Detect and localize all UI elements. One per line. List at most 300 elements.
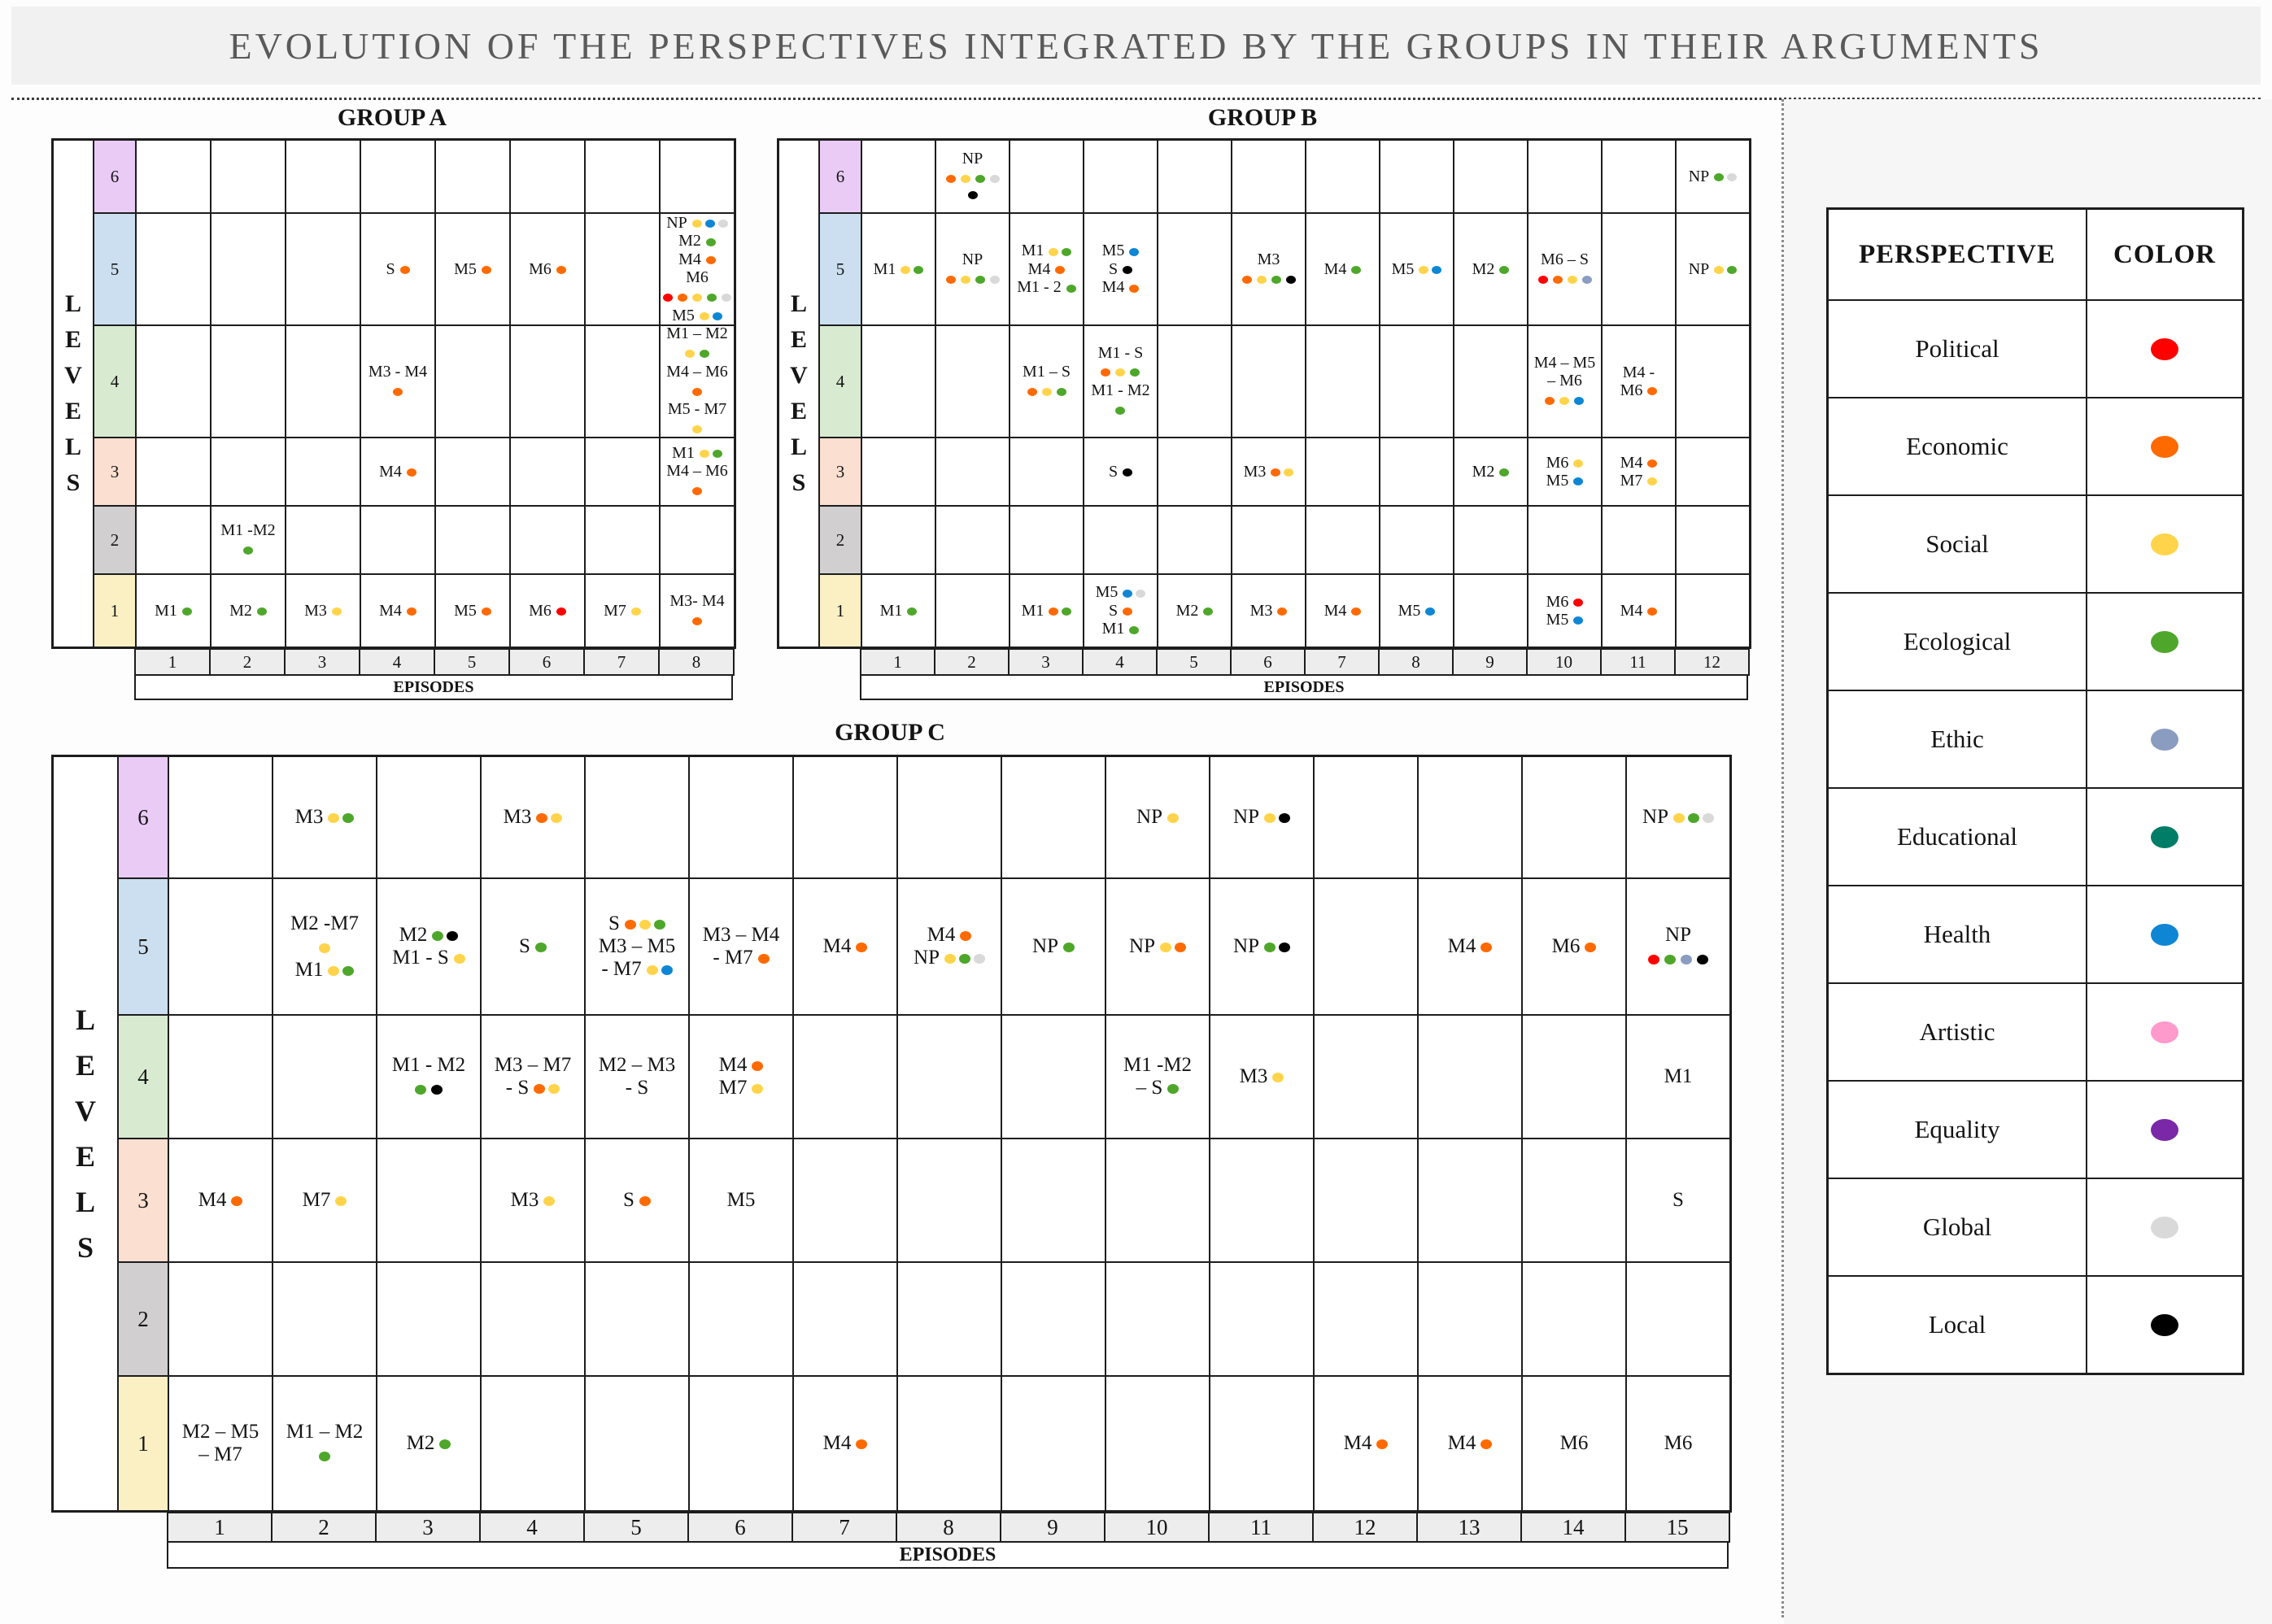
cell-label: M2 [1176, 602, 1214, 620]
episode-number-13: 13 [1417, 1513, 1521, 1542]
cell-entry [392, 947, 464, 969]
perspective-dot-social [551, 813, 562, 823]
perspective-dot-social [961, 276, 970, 284]
grid-cell-L4-E5 [435, 325, 510, 438]
perspective-dot-health [1129, 248, 1139, 256]
cell-dots [220, 539, 275, 559]
perspective-dot-ecological [1066, 285, 1076, 293]
cell-label: M1 - 2 [1017, 278, 1075, 296]
grid-cell-L3-E7 [585, 438, 660, 506]
cell-label: M3 [1250, 602, 1288, 620]
group-section-c [51, 719, 1732, 1569]
cell-label: S [1109, 260, 1132, 278]
grid-cell-L1-E2 [935, 574, 1010, 647]
cell-entry [1244, 463, 1294, 481]
cell-label: M3 – M5 [598, 935, 676, 957]
cell-entry [303, 1189, 347, 1212]
perspective-dot-ecological [257, 607, 267, 616]
cell-label: M3- M4 [669, 591, 725, 610]
grid-cell-L5-E4 [1084, 213, 1158, 325]
cell-label: M5 [454, 260, 491, 278]
level-cell-6: 6 [94, 140, 136, 213]
cell-entry [1620, 472, 1658, 490]
grid-cell-L6-E6 [689, 756, 793, 878]
perspective-dot-ethic [1582, 276, 1592, 284]
cell-label: NP [962, 250, 983, 268]
perspective-dot-economic [692, 487, 702, 495]
cell-entry [1689, 168, 1738, 185]
cell-dots [1646, 947, 1711, 970]
cell-label: NP [1136, 806, 1179, 829]
cell-entry [1664, 1432, 1693, 1455]
grid-cell-L6-E1 [168, 756, 273, 878]
cell-entry [1472, 260, 1510, 278]
cell-label: M4 [379, 463, 416, 481]
grid-cell-L6-E15 [1626, 756, 1730, 878]
grid-cell-L4-E2 [211, 325, 286, 438]
cell-entry [1102, 278, 1140, 296]
cell-dots [1023, 381, 1071, 400]
perspective-dot-economic [482, 607, 491, 616]
grid-cell-L6-E8 [660, 140, 735, 213]
cell-entry [182, 1421, 259, 1466]
grid-cell-L3-E10 [1528, 438, 1602, 506]
cell-label: M3 – M7 [494, 1054, 572, 1076]
cell-entry [678, 250, 716, 268]
legend-dot-local [2151, 1314, 2178, 1336]
grid-cell-L2-E9 [1454, 506, 1528, 574]
grid-cell-L1-E6 [1232, 574, 1306, 647]
perspective-dot-economic [1647, 459, 1657, 468]
cell-entry [504, 806, 563, 829]
levels-axis-letter: L [790, 433, 807, 460]
cell-entry [678, 232, 716, 250]
episode-number-14: 14 [1521, 1513, 1625, 1542]
grid-cell-L5-E5 [1158, 213, 1232, 325]
perspective-dot-social [685, 350, 695, 358]
legend-dot-global [2151, 1217, 2178, 1239]
group-title: GROUP A [337, 104, 447, 131]
perspective-dot-social [332, 607, 342, 616]
cell-dots [368, 381, 427, 400]
cell-entry [666, 214, 728, 232]
perspective-dot-political [556, 607, 566, 616]
perspective-dot-ecological [975, 276, 985, 284]
group-title: GROUP C [835, 719, 945, 746]
perspective-dot-social [700, 450, 709, 458]
grid-cell-L6-E4 [360, 140, 435, 213]
episode-number-9: 9 [1001, 1513, 1105, 1542]
grid-cell-L2-E4 [481, 1262, 585, 1376]
cell-dots [1098, 362, 1144, 381]
cell-label: S [623, 1189, 651, 1212]
grid-cell-L6-E9 [1001, 756, 1105, 878]
cell-entry [1109, 463, 1132, 481]
cell-entry [1023, 363, 1071, 400]
cell-entry [1448, 935, 1493, 958]
cell-label: M4 [678, 250, 716, 268]
cell-label: NP [1689, 168, 1738, 185]
perspective-dot-social [1264, 813, 1276, 823]
grid-cell-L1-E8 [1380, 574, 1454, 647]
cell-dots [1091, 399, 1149, 419]
cell-entry [823, 1432, 868, 1455]
levels-axis-letter: L [75, 1004, 95, 1036]
cell-label: NP [1689, 260, 1738, 278]
grid-cell-L2-E3 [377, 1262, 481, 1376]
cell-dots [669, 610, 724, 629]
cell-entry [604, 602, 641, 620]
perspective-dot-economic [1481, 943, 1492, 952]
grid-cell-L1-E7 [793, 1376, 897, 1511]
perspective-dot-economic [231, 1196, 242, 1206]
group-section-b [777, 104, 1751, 700]
episode-number-9: 9 [1453, 649, 1527, 675]
perspective-dot-health [705, 220, 715, 228]
cell-label: - M7 [703, 947, 779, 969]
grid-cell-L3-E11 [1602, 438, 1676, 506]
grid-cell-L5-E2 [211, 213, 286, 325]
episode-number-3: 3 [1009, 649, 1083, 675]
legend-label-artistic: Artistic [1828, 983, 2087, 1081]
cell-label: – M7 [198, 1443, 242, 1465]
grid-cell-L6-E7 [793, 756, 897, 878]
legend-color-cell-ecological [2087, 593, 2243, 690]
cell-label: S [386, 260, 409, 278]
grid-cell-L5-E3 [286, 213, 360, 325]
grid-cell-L5-E9 [1454, 213, 1528, 325]
legend-label-equality: Equality [1828, 1081, 2087, 1178]
grid-cell-L2-E4 [360, 506, 435, 574]
cell-entry [1642, 806, 1714, 829]
level-cell-2: 2 [819, 506, 861, 574]
episodes-axis-label: EPISODES [167, 1543, 1729, 1569]
legend-dot-social [2151, 533, 2178, 555]
grid-cell-L6-E8 [897, 756, 1001, 878]
perspective-dot-global [718, 220, 728, 228]
cell-entry [880, 602, 918, 620]
grid-cell-L3-E9 [1001, 1139, 1105, 1262]
cell-dots [1534, 390, 1596, 409]
perspective-dot-economic [536, 813, 547, 823]
grid-cell-L5-E12 [1314, 878, 1418, 1015]
episode-number-10: 10 [1105, 1513, 1209, 1542]
legend-row-artistic [1828, 983, 2243, 1081]
legend-row-educational [1828, 788, 2243, 886]
cell-label: M1 - S [392, 947, 464, 969]
group-section-a [51, 104, 736, 700]
grid-cell-L6-E5 [1158, 140, 1232, 213]
grid-cell-L4-E7 [1306, 325, 1380, 438]
grid-cell-L2-E7 [585, 506, 660, 574]
level-cell-3: 3 [819, 438, 861, 506]
grid-cell-L3-E12 [1314, 1139, 1418, 1262]
cell-label: M3 [1244, 463, 1294, 481]
levels-axis-label [778, 140, 819, 647]
grid-cell-L5-E3 [1010, 213, 1084, 325]
cell-entry [1098, 344, 1144, 381]
perspective-dot-social [543, 1196, 555, 1206]
episode-number-3: 3 [376, 1513, 480, 1542]
grid-cell-L1-E9 [1454, 574, 1528, 647]
grid-cell-L1-E12 [1314, 1376, 1418, 1511]
grid-cell-L2-E1 [136, 506, 211, 574]
grid-cell-L4-E5 [1158, 325, 1232, 438]
grid-cell-L1-E3 [1010, 574, 1084, 647]
grid-cell-L3-E14 [1522, 1139, 1626, 1262]
grid-cell-L1-E15 [1626, 1376, 1730, 1511]
legend-row-local [1828, 1276, 2243, 1374]
perspective-dot-economic [1129, 285, 1139, 293]
cell-entry [290, 912, 359, 959]
perspective-dot-social [1568, 276, 1577, 284]
cell-label: M2 – M3 [598, 1054, 676, 1076]
episodes-axis-label: EPISODES [860, 676, 1748, 700]
grid-cell-L4-E3 [286, 325, 360, 438]
cell-label: M4 [927, 924, 972, 947]
perspective-dot-local [1279, 943, 1290, 952]
grid-cell-L1-E10 [1105, 1376, 1210, 1511]
perspective-dot-ecological [319, 1452, 330, 1461]
cell-entry [1472, 463, 1510, 481]
grid-cell-L6-E3 [1010, 140, 1084, 213]
perspective-dot-ecological [1264, 943, 1276, 952]
episode-number-strip [167, 1513, 1730, 1543]
cell-label: - S [625, 1077, 649, 1099]
legend-dot-political [2151, 338, 2178, 360]
cell-entry [1233, 806, 1290, 829]
grid-cell-L1-E14 [1522, 1376, 1626, 1511]
grid-cell-L1-E3 [377, 1376, 481, 1511]
perspective-dot-ecological [415, 1085, 426, 1095]
cell-label: M1 - M2 [391, 1053, 466, 1076]
episode-number-strip [860, 649, 1750, 676]
grid-cell-L1-E12 [1676, 574, 1750, 647]
levels-axis-letter: L [64, 433, 81, 460]
perspective-dot-economic [1101, 368, 1110, 377]
legend-header-perspective: PERSPECTIVE [1828, 209, 2087, 300]
perspective-dot-ecological [1351, 266, 1361, 274]
cell-dots [666, 381, 728, 400]
legend-row-ecological [1828, 593, 2243, 690]
perspective-dot-economic [678, 294, 687, 302]
legend-row-equality [1828, 1081, 2243, 1178]
cell-label: M6 [1664, 1432, 1693, 1454]
cell-entry [719, 1077, 764, 1099]
perspective-dot-social [961, 175, 970, 183]
perspective-dot-health [1573, 616, 1583, 625]
perspective-dot-ecological [182, 607, 192, 616]
perspective-dot-economic [1585, 943, 1596, 952]
episode-number-5: 5 [584, 1513, 688, 1542]
cell-entry [1689, 260, 1738, 278]
perspective-dot-social [1284, 468, 1293, 477]
grid-cell-L3-E6 [510, 438, 585, 506]
level-cell-5: 5 [118, 878, 168, 1015]
group-title: GROUP B [1207, 104, 1318, 131]
cell-entry [666, 462, 728, 499]
levels-axis-letter: E [790, 398, 807, 425]
grid-cell-L6-E10 [1105, 756, 1210, 878]
legend-label-social: Social [1828, 495, 2087, 593]
perspective-dot-social [639, 920, 651, 930]
perspective-dot-ecological [535, 943, 547, 952]
cell-label: M1 [295, 959, 355, 982]
grid-cell-L5-E6 [1232, 213, 1306, 325]
cell-label: NP [1233, 935, 1290, 958]
cell-label: M1 [155, 602, 192, 620]
cell-entry [672, 444, 722, 462]
cell-label: M5 [726, 1189, 756, 1211]
grid-cell-L5-E1 [136, 213, 211, 325]
grid-cell-L4-E8 [660, 325, 735, 438]
figure-title: EVOLUTION OF THE PERSPECTIVES INTEGRATED BY THE GROUPS IN THEIR ARGUMENTS [229, 24, 2043, 67]
grid-cell-L5-E3 [377, 878, 481, 1015]
cell-label: M1 - S [1097, 343, 1144, 362]
cell-label: S [519, 935, 547, 958]
cell-label: M2 [1472, 463, 1510, 481]
levels-axis-letter: E [64, 326, 81, 353]
cell-dots [666, 343, 728, 363]
episode-number-4: 4 [1083, 649, 1157, 675]
cell-entry [1664, 1065, 1693, 1088]
grid-cell-L1-E6 [689, 1376, 793, 1511]
legend-header-color: COLOR [2087, 209, 2243, 300]
perspective-dot-social [700, 312, 709, 320]
perspective-dot-economic [556, 266, 566, 274]
perspective-dot-economic [1351, 607, 1361, 616]
cell-label: NP [914, 947, 985, 969]
perspective-dot-social [1042, 388, 1052, 396]
grid-cell-L3-E3 [286, 438, 360, 506]
cell-entry [1250, 602, 1288, 620]
grid-cell-L2-E1 [861, 506, 935, 574]
grid-cell-L1-E4 [481, 1376, 585, 1511]
perspective-dot-global [1703, 813, 1714, 823]
grid-cell-L4-E6 [1232, 325, 1306, 438]
cell-entry [529, 602, 566, 620]
cell-entry [386, 260, 409, 278]
cell-label: – M6 [1547, 372, 1582, 390]
perspective-dot-economic [758, 954, 770, 964]
cell-label: M1 [880, 602, 918, 620]
grid-cell-L5-E11 [1602, 213, 1676, 325]
grid-cell-L5-E6 [689, 878, 793, 1015]
cell-label: M6 [1559, 1432, 1589, 1454]
grid-cell-L6-E11 [1602, 140, 1676, 213]
grid-cell-L5-E4 [481, 878, 585, 1015]
cell-label: M5 - M7 [667, 400, 727, 419]
grid-cell-L4-E10 [1528, 325, 1602, 438]
cell-entry [495, 1054, 571, 1099]
perspective-dot-social [692, 220, 702, 228]
cell-entry [511, 1189, 556, 1212]
perspective-dot-ecological [1664, 955, 1676, 964]
cell-label: M3 [295, 806, 355, 829]
legend-table [1826, 207, 2244, 1375]
episode-number-12: 12 [1313, 1513, 1417, 1542]
perspective-dot-ecological [439, 1439, 451, 1449]
grid-cell-L2-E9 [1001, 1262, 1105, 1376]
perspective-dot-economic [1123, 607, 1132, 616]
cell-label: S [1109, 463, 1132, 481]
grid-cell-L4-E8 [1380, 325, 1454, 438]
levels-axis-letter: V [64, 362, 82, 389]
perspective-dot-social [1714, 266, 1724, 274]
perspective-dot-local [968, 191, 978, 199]
grid-cell-L6-E3 [377, 756, 481, 878]
cell-label: M1 – M2 [286, 1420, 364, 1443]
episode-number-12: 12 [1675, 649, 1749, 675]
perspective-dot-ecological [1203, 607, 1213, 616]
perspective-dot-social [631, 607, 641, 616]
levels-axis-letter: L [64, 290, 81, 317]
cell-entry [1136, 806, 1179, 829]
cell-label: M7 [1620, 472, 1658, 490]
cell-entry [1392, 260, 1442, 278]
level-cell-1: 1 [118, 1376, 168, 1511]
grid-cell-L5-E5 [585, 878, 689, 1015]
levels-axis-letter: E [75, 1049, 95, 1082]
grid-cell-L2-E3 [1010, 506, 1084, 574]
legend-color-cell-ethic [2087, 690, 2243, 788]
grid-cell-L3-E2 [935, 438, 1010, 506]
cell-entry [599, 1054, 675, 1099]
perspective-dot-health [1573, 477, 1583, 485]
grid-cell-L1-E2 [273, 1376, 377, 1511]
grid-cell-L2-E10 [1528, 506, 1602, 574]
level-cell-6: 6 [819, 140, 861, 213]
grid-cell-L5-E14 [1522, 878, 1626, 1015]
grid-cell-L1-E1 [136, 574, 211, 647]
cell-label: M5 [1398, 602, 1436, 620]
grid-cell-L4-E6 [510, 325, 585, 438]
grid-cell-L4-E3 [377, 1015, 481, 1139]
perspective-dot-social [1272, 1073, 1284, 1082]
episode-number-2: 2 [272, 1513, 376, 1542]
perspective-dot-ecological [706, 238, 716, 246]
grid-cell-L6-E2 [211, 140, 286, 213]
cell-entry [1620, 454, 1658, 472]
perspective-dot-health [713, 312, 722, 320]
perspective-dot-health [1123, 590, 1132, 598]
perspective-dot-economic [856, 1439, 867, 1449]
cell-entry [1560, 1432, 1589, 1455]
grid-cell-L6-E13 [1418, 756, 1522, 878]
cell-label: M5 [1102, 242, 1140, 259]
cell-dots [290, 935, 359, 959]
cell-label: M7 [719, 1077, 764, 1099]
cell-entry [823, 935, 868, 958]
grid-cell-L6-E4 [481, 756, 585, 878]
cell-label: M2 [1472, 260, 1510, 278]
legend-header-row [1828, 209, 2243, 300]
episode-number-6: 6 [688, 1513, 792, 1542]
grid-cell-L4-E3 [1010, 325, 1084, 438]
cell-label: M4 [198, 1189, 243, 1212]
perspective-dot-social [1419, 266, 1428, 274]
grid-cell-L1-E11 [1602, 574, 1676, 647]
legend-color-cell-social [2087, 495, 2243, 593]
legend-color-cell-equality [2087, 1081, 2243, 1178]
legend-color-cell-political [2087, 300, 2243, 398]
grid-cell-L4-E1 [168, 1015, 273, 1139]
cell-label: M1 [1664, 1065, 1693, 1087]
cell-entry [914, 947, 985, 969]
cell-entry [1109, 602, 1132, 620]
grid-cell-L5-E10 [1105, 878, 1210, 1015]
perspective-dot-economic [407, 607, 416, 616]
